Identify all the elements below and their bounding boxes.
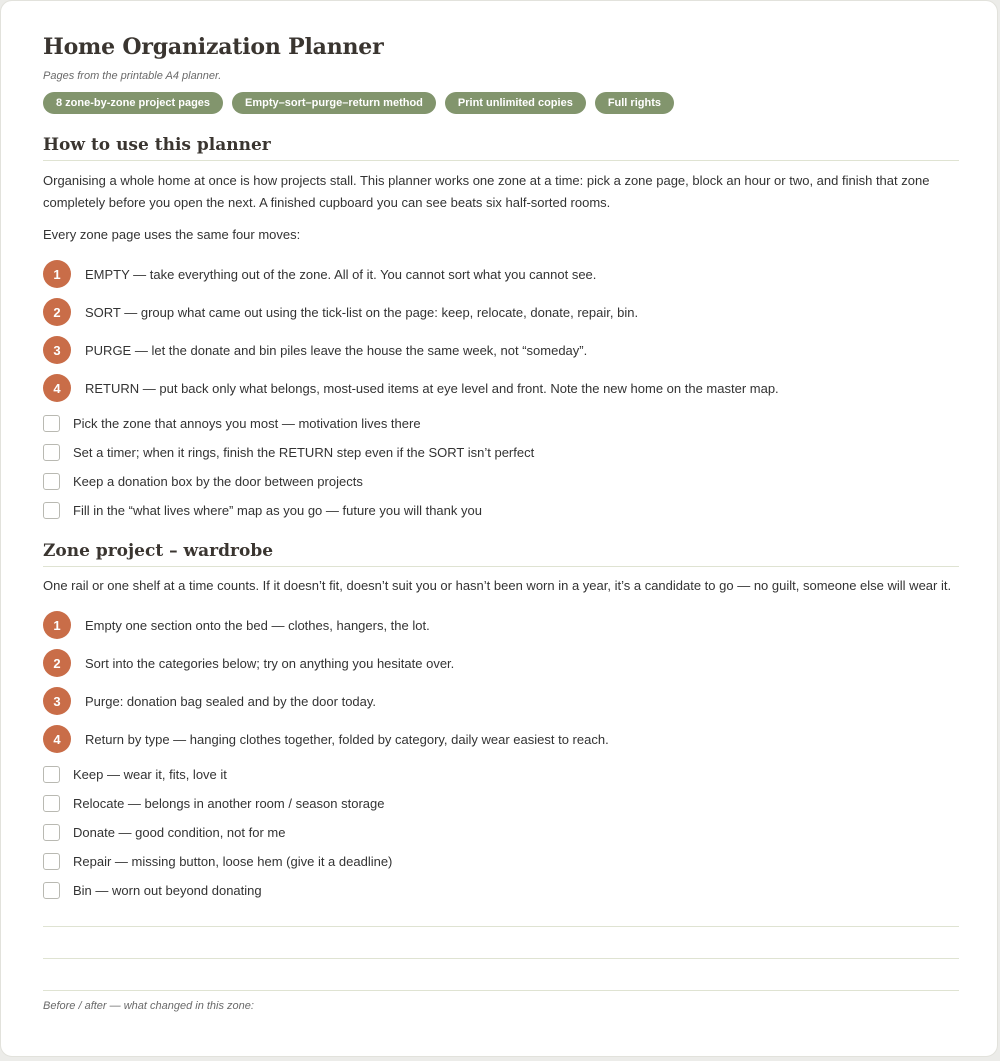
- feature-pills: [43, 92, 959, 114]
- step-text: RETURN — put back only what belongs, most-used items at eye level and front. Note the new home on the master map.: [85, 380, 779, 396]
- checklist-item: [43, 438, 959, 467]
- checklist-label: Bin — worn out beyond donating: [73, 883, 262, 898]
- step-text: SORT — group what came out using the tick-list on the page: keep, relocate, donate, repair, bin.: [85, 304, 639, 320]
- feature-pill: 8 zone-by-zone project pages: [43, 92, 223, 114]
- checkbox[interactable]: [43, 502, 60, 519]
- checklist-item: [43, 409, 959, 438]
- checklist-item: [43, 818, 959, 847]
- step-number-badge: 3: [43, 336, 71, 364]
- checklist-item: [43, 496, 959, 525]
- step-text: Return by type — hanging clothes together, folded by category, daily wear easiest to reach.: [85, 731, 609, 747]
- checklist-label: Donate — good condition, not for me: [73, 825, 286, 840]
- writing-lines: [43, 926, 959, 991]
- step-number-badge: 3: [43, 687, 71, 715]
- checklist-label: Set a timer; when it rings, finish the RETURN step even if the SORT isn’t perfect: [73, 445, 535, 460]
- checklist-label: Relocate — belongs in another room / season storage: [73, 796, 385, 811]
- step-item: [43, 331, 959, 369]
- checkbox[interactable]: [43, 766, 60, 783]
- step-text: Sort into the categories below; try on anything you hesitate over.: [85, 655, 455, 671]
- checklist-label: Keep — wear it, fits, love it: [73, 767, 227, 782]
- checkbox[interactable]: [43, 415, 60, 432]
- checklist-label: Keep a donation box by the door between projects: [73, 474, 363, 489]
- page-title: Home Organization Planner: [43, 34, 384, 60]
- step-item: [43, 682, 959, 720]
- step-number-badge: 2: [43, 649, 71, 677]
- page-content: [43, 31, 959, 1013]
- feature-pill: Full rights: [595, 92, 674, 114]
- checklist-label: Pick the zone that annoys you most — motivation lives there: [73, 416, 421, 431]
- checklist-label: Repair — missing button, loose hem (give it a deadline): [73, 854, 393, 869]
- step-text: Empty one section onto the bed — clothes, hangers, the lot.: [85, 617, 430, 633]
- wardrobe-steps: [43, 606, 959, 758]
- step-text: Purge: donation bag sealed and by the door today.: [85, 693, 377, 709]
- step-item: [43, 644, 959, 682]
- checklist-item: [43, 876, 959, 905]
- checkbox[interactable]: [43, 882, 60, 899]
- step-number-badge: 2: [43, 298, 71, 326]
- checkbox[interactable]: [43, 853, 60, 870]
- wardrobe-checklist: [43, 760, 959, 905]
- step-item: [43, 606, 959, 644]
- writing-line[interactable]: [43, 958, 959, 959]
- before-after-note: Before / after — what changed in this zone:: [43, 1000, 254, 1012]
- step-number-badge: 4: [43, 374, 71, 402]
- checklist-item: [43, 847, 959, 876]
- step-text: PURGE — let the donate and bin piles leave the house the same week, not “someday”.: [85, 342, 588, 358]
- step-item: [43, 369, 959, 407]
- step-number-badge: 1: [43, 611, 71, 639]
- checklist-label: Fill in the “what lives where” map as you go — future you will thank you: [73, 503, 482, 518]
- step-number-badge: 4: [43, 725, 71, 753]
- checklist-item: [43, 789, 959, 818]
- feature-pill: Print unlimited copies: [445, 92, 586, 114]
- checkbox[interactable]: [43, 444, 60, 461]
- checkbox[interactable]: [43, 473, 60, 490]
- how-to-steps: [43, 255, 959, 407]
- step-number-badge: 1: [43, 260, 71, 288]
- wardrobe-heading: Zone project – wardrobe: [43, 539, 959, 567]
- checklist-item: [43, 760, 959, 789]
- wardrobe-intro: One rail or one shelf at a time counts. If it doesn’t fit, doesn’t suit you or hasn’t been worn in a year, it’s a candidate to go — no guilt, someone else will wear it.: [43, 578, 952, 593]
- checklist-item: [43, 467, 959, 496]
- checkbox[interactable]: [43, 795, 60, 812]
- step-item: [43, 293, 959, 331]
- step-item: [43, 255, 959, 293]
- how-to-intro: Organising a whole home at once is how projects stall. This planner works one zone at a time: pick a zone page, block an hour or two, and finish that zone completely before you open the next. A finished cupboard you can see beats six half-sorted rooms.: [43, 173, 930, 210]
- step-item: [43, 720, 959, 758]
- writing-line[interactable]: [43, 926, 959, 927]
- feature-pill: Empty–sort–purge–return method: [232, 92, 436, 114]
- how-to-checklist: [43, 409, 959, 525]
- writing-line[interactable]: [43, 990, 959, 991]
- checkbox[interactable]: [43, 824, 60, 841]
- how-to-lead: Every zone page uses the same four moves:: [43, 227, 301, 242]
- how-to-heading: How to use this planner: [43, 133, 959, 161]
- step-text: EMPTY — take everything out of the zone. All of it. You cannot sort what you cannot see.: [85, 266, 597, 282]
- page-subtitle: Pages from the printable A4 planner.: [43, 70, 222, 82]
